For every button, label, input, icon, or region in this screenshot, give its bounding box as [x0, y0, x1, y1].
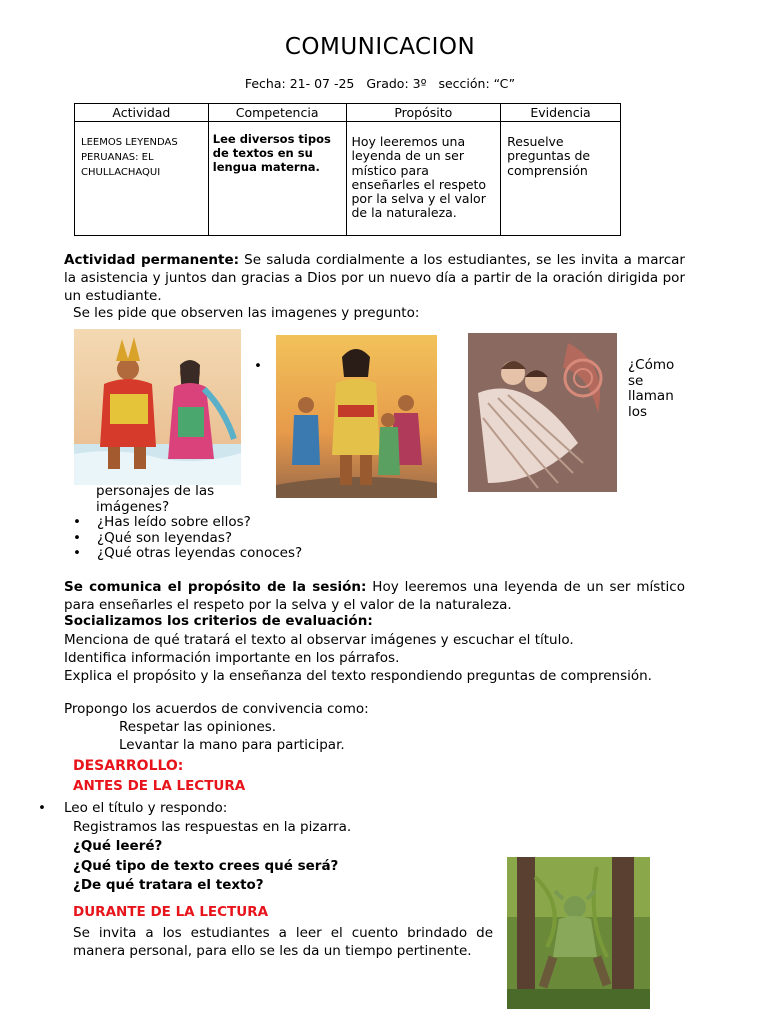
criteria-item: Identifica información importante en los párrafos. — [64, 650, 400, 666]
development-title: DESARROLLO: — [73, 758, 184, 774]
image-bullet: • — [254, 358, 262, 374]
table-header: Propósito — [346, 104, 501, 122]
bullet-icon: • — [38, 800, 46, 816]
session-purpose-text: Hoy leeremos una leyenda de un ser místico para enseñarles el respeto por la selva y el valor de la naturaleza. — [64, 579, 685, 613]
before-question: ¿Qué tipo de texto crees qué será? — [73, 858, 339, 874]
planning-table — [74, 103, 621, 236]
agreement-item: Respetar las opiniones. — [119, 719, 277, 735]
table-row — [75, 122, 621, 236]
purpose-cell: Hoy leeremos una leyenda de un ser místico para enseñarles el respeto por la selva y el valor de la naturaleza. — [346, 122, 501, 236]
question-how-named-part2: personajes de las imágenes? — [96, 483, 215, 515]
agreements-intro: Propongo los acuerdos de convivencia como: — [64, 701, 369, 717]
date-text: Fecha: 21- 07 -25 — [244, 76, 355, 91]
evidence-cell: Resuelve preguntas de comprensión — [501, 122, 621, 236]
permanent-activity-text: Se saluda cordialmente a los estudiantes, se les invita a marcar la asistencia y juntos dan gracias a Dios por un nuevo día a partir de la oración dirigida por un estudiante. — [64, 252, 685, 304]
session-meta — [0, 76, 760, 91]
session-purpose-label: Se comunica el propósito de la sesión: — [64, 579, 367, 595]
criteria-item: Explica el propósito y la enseñanza del texto respondiendo preguntas de comprensión. — [64, 668, 652, 684]
list-item: • ¿Qué son leyendas? — [73, 529, 233, 546]
page-title: COMUNICACION — [284, 34, 476, 60]
read-title-instruction: Leo el título y respondo: — [64, 800, 228, 816]
inca-couple-image — [74, 329, 241, 485]
during-reading-text: Se invita a los estudiantes a leer el cuento brindado de manera personal, para ello se les da un tiempo pertinente. — [73, 925, 493, 959]
image-questions-list — [73, 515, 473, 562]
list-item: • ¿Has leído sobre ellos? — [73, 514, 251, 530]
observe-instruction: Se les pide que observen las imagenes y pregunto: — [73, 305, 420, 321]
permanent-activity — [64, 251, 685, 305]
grade-text: Grado: 3º — [366, 76, 427, 91]
chullachaqui-image — [507, 857, 650, 1009]
register-answers-text: Registramos las respuestas en la pizarra. — [73, 819, 352, 835]
agreement-item: Levantar la mano para participar. — [119, 737, 345, 753]
table-header-row — [75, 104, 621, 122]
before-question: ¿Qué leeré? — [73, 838, 163, 854]
session-purpose — [64, 578, 685, 614]
question-how-named-part1: ¿Cómo se llaman los — [628, 357, 675, 420]
section-text: sección: “C” — [438, 76, 516, 91]
criteria-title: Socializamos los criterios de evaluación: — [64, 613, 373, 629]
criteria-item: Menciona de qué tratará el texto al observar imágenes y escuchar el título. — [64, 632, 574, 648]
table-header: Actividad — [75, 104, 209, 122]
table-header: Competencia — [208, 104, 346, 122]
table-header: Evidencia — [501, 104, 621, 122]
activity-cell: LEEMOS LEYENDAS PERUANAS: EL CHULLACHAQUI — [75, 122, 209, 236]
permanent-activity-label: Actividad permanente: — [64, 252, 240, 268]
winged-children-image — [468, 333, 617, 492]
before-reading-title: ANTES DE LA LECTURA — [73, 778, 246, 794]
competence-cell: Lee diversos tipos de textos en su lengua materna. — [208, 122, 346, 236]
before-question: ¿De qué tratara el texto? — [73, 877, 264, 893]
warriors-image — [276, 335, 437, 498]
during-reading-title: DURANTE DE LA LECTURA — [73, 904, 269, 920]
list-item: • ¿Qué otras leyendas conoces? — [73, 545, 303, 561]
